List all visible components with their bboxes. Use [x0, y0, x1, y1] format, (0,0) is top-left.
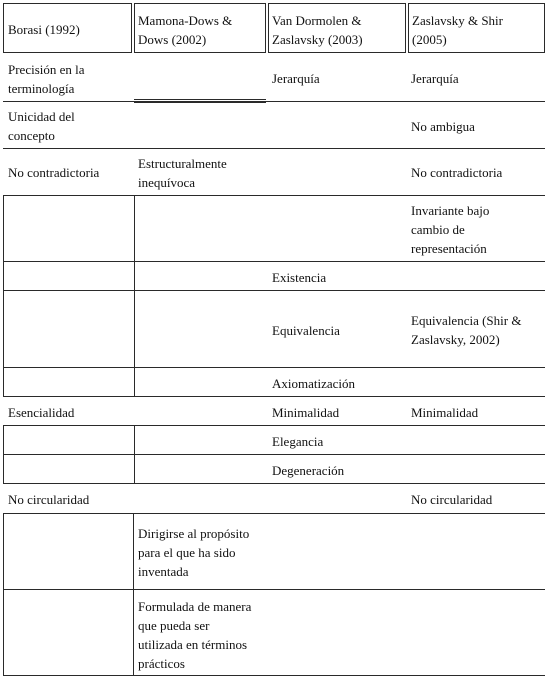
col-rule — [134, 426, 135, 454]
cell-r5-c3: Equivalencia (Shir & Zaslavsky, 2002) — [411, 313, 522, 347]
cell-r1-c3: No ambigua — [411, 119, 475, 134]
cell-r10-c0: No circularidad — [8, 492, 90, 507]
row-rule — [3, 367, 545, 368]
cell-r7-c0: Esencialidad — [8, 405, 75, 420]
col-rule — [134, 368, 135, 396]
row-rule — [3, 513, 545, 514]
row-rule — [3, 290, 545, 291]
col-rule — [3, 455, 4, 483]
row-rule — [3, 148, 545, 149]
cell-r12-c1: Formulada de manera que pueda ser utilizada en términos prácticos — [138, 599, 252, 671]
header-mamona-dows: Mamona-Dows & Dows (2002) — [138, 13, 233, 47]
cell-r0-c0: Precisión en la terminología — [8, 62, 85, 96]
cell-r11-c1: Dirigirse al propósito para el que ha sido inventada — [138, 526, 250, 579]
col-rule — [3, 291, 4, 367]
row-rule — [3, 195, 545, 196]
cell-r7-c2: Minimalidad — [272, 405, 340, 420]
row-rule — [134, 99, 266, 100]
cell-r9-c2: Degeneración — [272, 463, 345, 478]
cell-r5-c2: Equivalencia — [272, 323, 340, 338]
col-rule — [3, 262, 4, 290]
row-rule — [3, 425, 545, 426]
header-van-dormolen: Van Dormolen & Zaslavsky (2003) — [272, 13, 363, 47]
row-rule — [3, 396, 545, 397]
col-rule — [3, 514, 4, 589]
cell-r2-c3: No contradictoria — [411, 165, 503, 180]
col-rule — [134, 196, 135, 261]
cell-r10-c3: No circularidad — [411, 492, 493, 507]
cell-r6-c2: Axiomatización — [272, 376, 356, 391]
row-rule — [134, 102, 266, 103]
header-zaslavsky-shir: Zaslavsky & Shir (2005) — [412, 13, 503, 47]
cell-r4-c2: Existencia — [272, 270, 327, 285]
col-rule — [3, 426, 4, 454]
header-borasi: Borasi (1992) — [8, 22, 80, 37]
col-rule — [134, 455, 135, 483]
row-rule — [3, 675, 545, 676]
col-rule — [133, 590, 134, 675]
cell-r7-c3: Minimalidad — [411, 405, 479, 420]
col-rule — [3, 590, 4, 675]
cell-r0-c3: Jerarquía — [411, 71, 459, 86]
row-rule — [3, 589, 545, 590]
cell-r2-c0: No contradictoria — [8, 165, 100, 180]
col-rule — [3, 196, 4, 261]
row-rule — [3, 101, 545, 102]
col-rule — [134, 262, 135, 290]
row-rule — [3, 483, 545, 484]
row-rule — [3, 454, 545, 455]
cell-r2-c1: Estructuralmente inequívoca — [138, 156, 227, 190]
col-rule — [134, 291, 135, 367]
cell-r1-c0: Unicidad del concepto — [8, 109, 75, 143]
cell-r0-c2: Jerarquía — [272, 71, 320, 86]
col-rule — [133, 514, 134, 589]
cell-r8-c2: Elegancia — [272, 434, 324, 449]
row-rule — [3, 261, 545, 262]
cell-r3-c3: Invariante bajo cambio de representación — [411, 203, 490, 256]
col-rule — [3, 368, 4, 396]
